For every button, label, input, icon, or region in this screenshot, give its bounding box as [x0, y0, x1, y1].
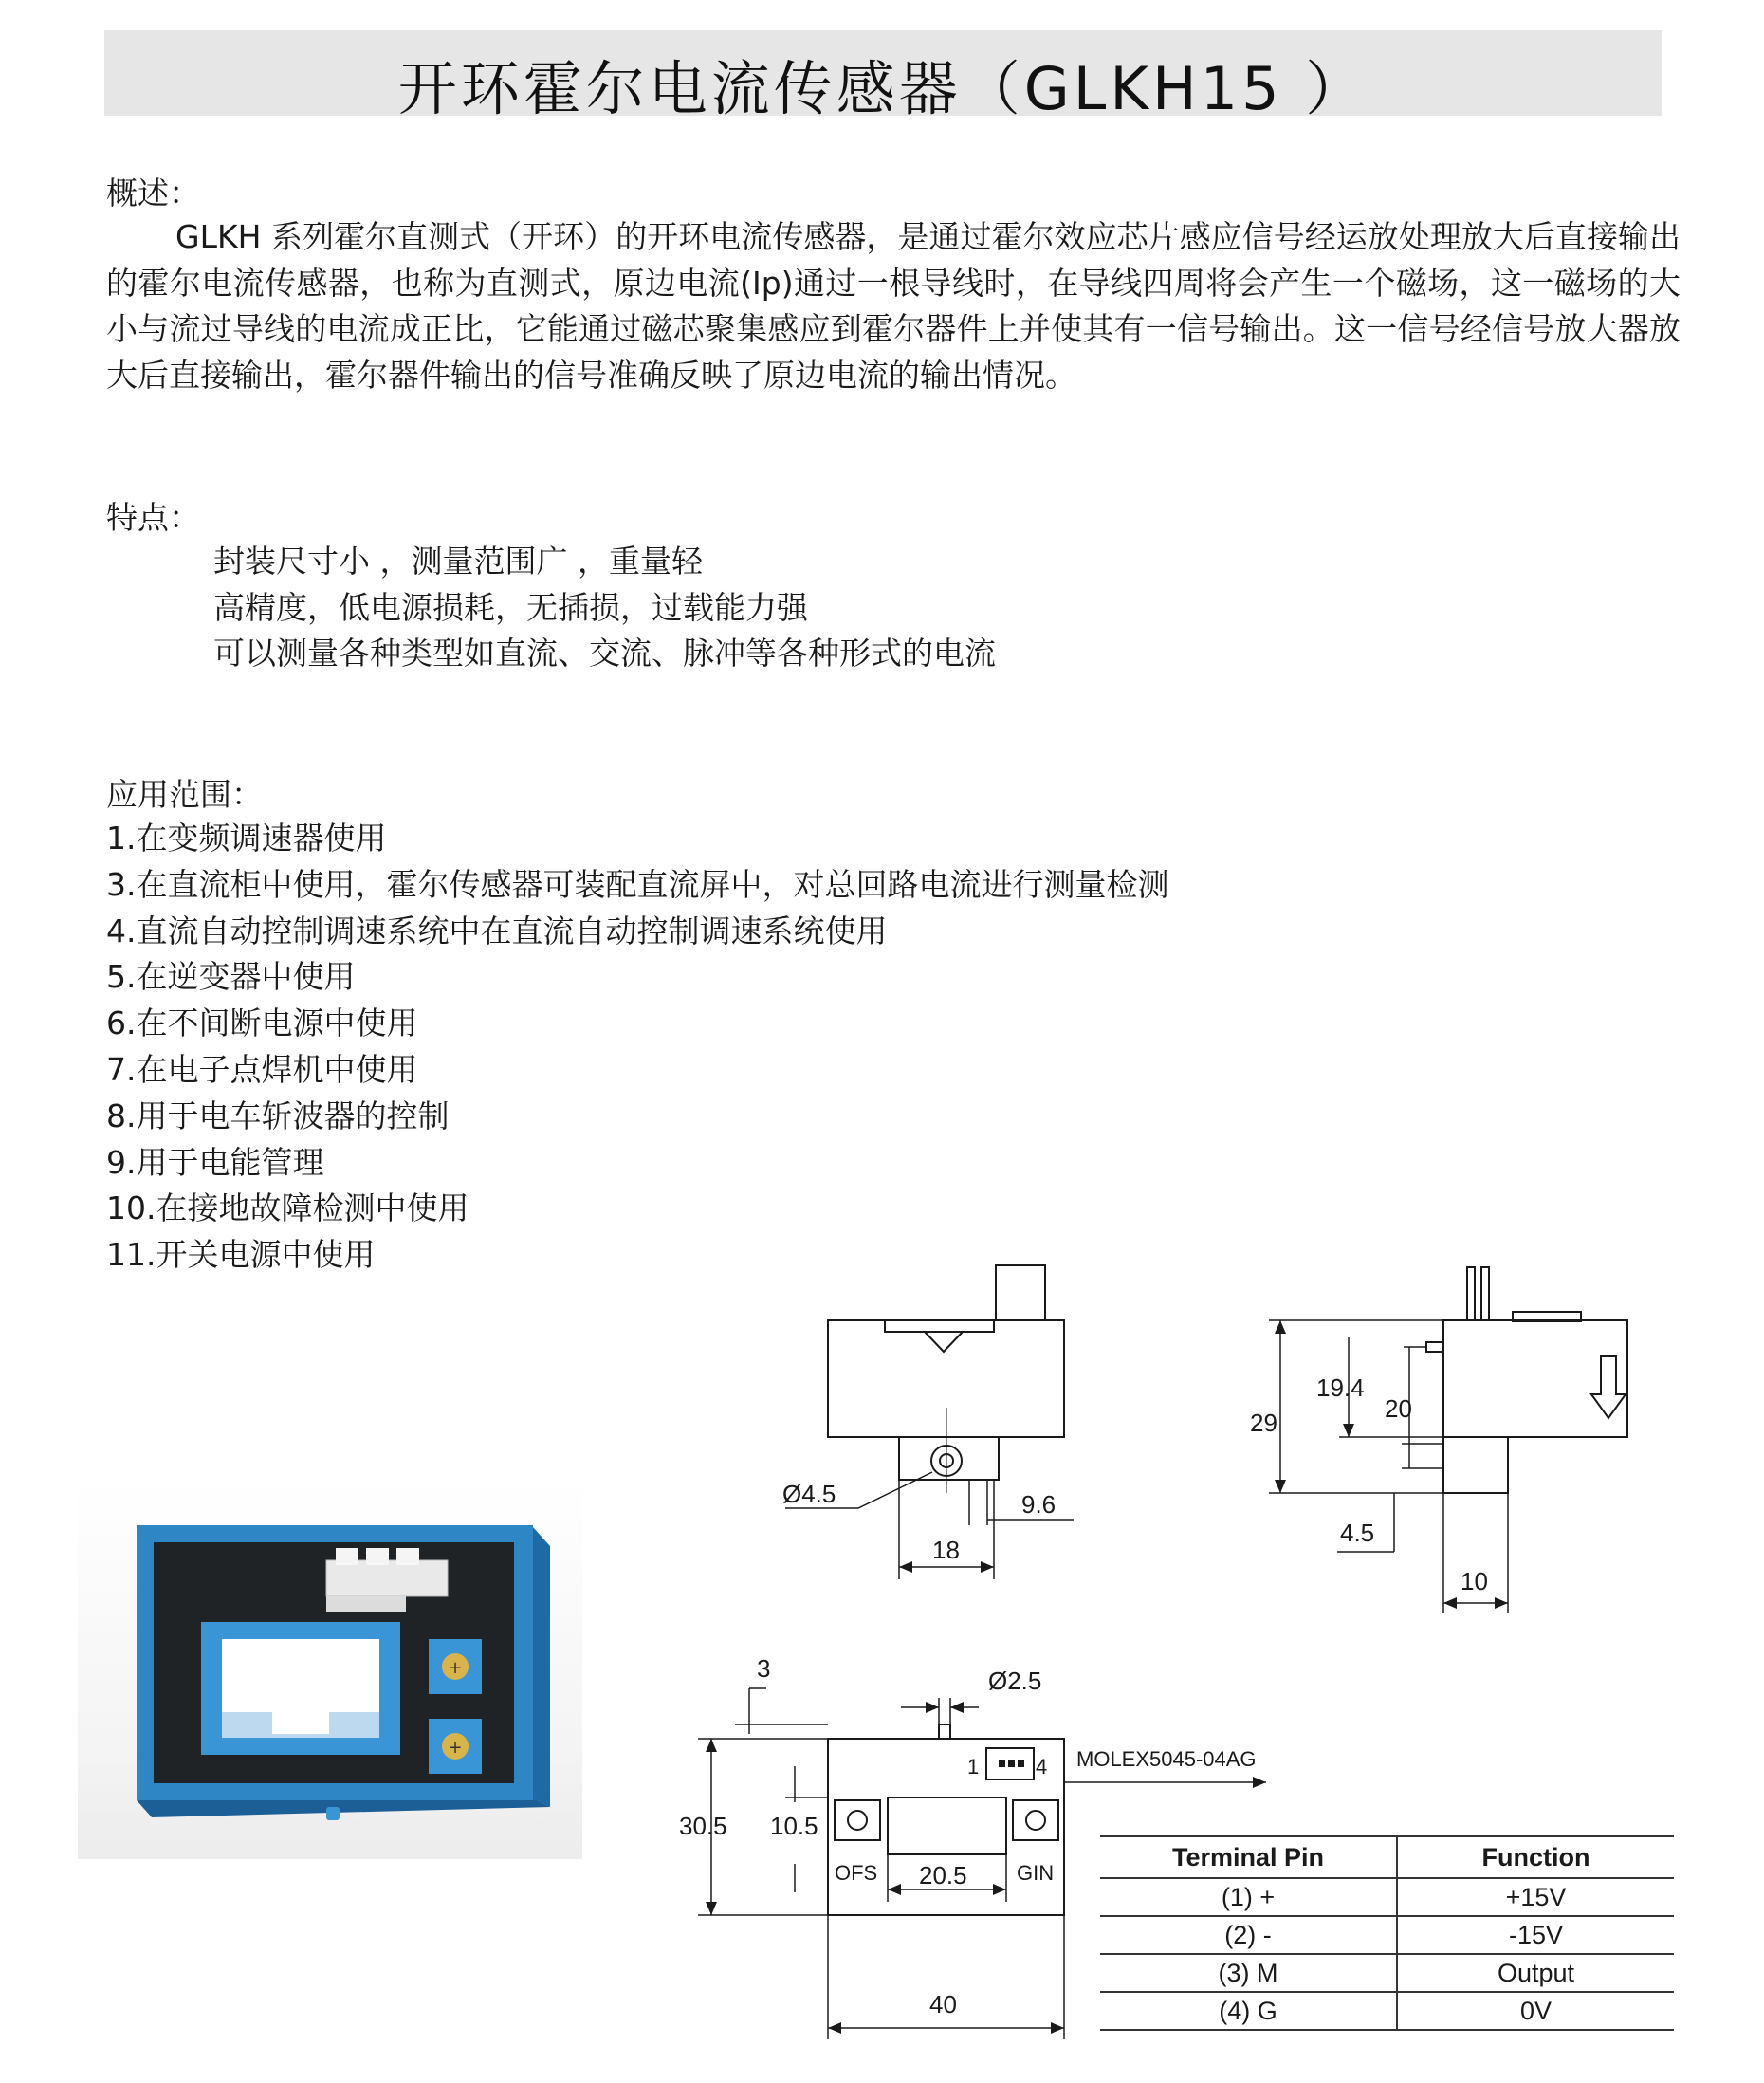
svg-text:+: +: [448, 1658, 463, 1678]
side-body-outline: [1443, 1320, 1627, 1437]
function-cell: +15V: [1397, 1878, 1674, 1916]
function-cell: -15V: [1397, 1916, 1674, 1954]
application-item: 9.用于电能管理: [106, 1143, 324, 1181]
table-row: [1100, 1878, 1674, 1916]
dim-width-3: 3: [757, 1654, 771, 1683]
connector-model: MOLEX5045-04AG: [1076, 1747, 1257, 1771]
table-header-row: [1100, 1836, 1674, 1878]
overview-text: GLKH 系列霍尔直测式（开环）的开环电流传感器，是通过霍尔效应芯片感应信号经运放处理放大后直接输出的霍尔电流传感器，也称为直测式，原边电流(Ip)通过一根导线时，在导线四周将会产生一个磁场，这一磁场的大小与流过导线的电流成正比，它能通过磁芯聚集感应到霍尔器件上并使其有一信号输出。这一信号经信号放大器放大后直接输出，霍尔器件输出的信号准确反映了原边电流的输出情况。: [106, 218, 1681, 394]
application-item: 6.在不间断电源中使用: [106, 1005, 418, 1042]
applications-label: 应用范围：: [106, 776, 263, 813]
dim-hole-diameter: Ø4.5: [782, 1480, 836, 1508]
front-tab-outline: [899, 1437, 999, 1480]
dim-height-29: 29: [1250, 1409, 1277, 1437]
dim-height-30-5: 30.5: [679, 1812, 727, 1840]
dim-height-4-5: 4.5: [1340, 1519, 1375, 1547]
dim-width-20-5: 20.5: [919, 1861, 967, 1889]
side-tab-outline: [1443, 1437, 1508, 1493]
svg-text:+: +: [448, 1738, 463, 1758]
page-title: 开环霍尔电流传感器（GLKH15 ）: [397, 54, 1369, 123]
dim-height-20: 20: [1385, 1394, 1412, 1423]
dim-tab-width: 9.6: [1021, 1490, 1057, 1519]
table-row: [1100, 1916, 1674, 1954]
application-item: 8.用于电车斩波器的控制: [106, 1097, 450, 1134]
dim-width-10: 10: [1461, 1567, 1488, 1595]
feature-item: 可以测量各种类型如直流、交流、脉冲等各种形式的电流: [213, 635, 996, 672]
overview-label: 概述：: [106, 175, 200, 212]
dim-width-40: 40: [929, 1990, 957, 2018]
dim-center-width: 18: [932, 1536, 960, 1564]
application-item: 11.开关电源中使用: [106, 1236, 376, 1274]
dim-pin-diameter: Ø2.5: [988, 1667, 1042, 1695]
application-item: 5.在逆变器中使用: [106, 958, 356, 996]
function-cell: Output: [1397, 1954, 1674, 1992]
label-ofs: OFS: [835, 1861, 878, 1885]
header-terminal-pin: Terminal Pin: [1100, 1836, 1397, 1878]
pin-cell: (3) M: [1100, 1954, 1397, 1992]
table-row: [1100, 1954, 1674, 1992]
dim-height-19-4: 19.4: [1316, 1373, 1365, 1402]
front-top-step: [885, 1320, 994, 1332]
application-item: 3.在直流柜中使用，霍尔传感器可装配直流屏中，对总回路电流进行测量检测: [106, 865, 1169, 903]
feature-item: 高精度，低电源损耗，无插损，过载能力强: [213, 588, 808, 626]
top-center-window: [888, 1797, 1006, 1854]
header-function: Function: [1397, 1836, 1674, 1878]
connector-pin-last: 4: [1036, 1755, 1048, 1779]
features-label: 特点：: [106, 499, 200, 536]
function-cell: 0V: [1397, 1992, 1674, 2030]
label-gin: GIN: [1017, 1861, 1055, 1885]
pin-cell: (1) +: [1100, 1878, 1397, 1916]
side-flow-arrow: [1591, 1356, 1626, 1418]
feature-item: 封装尺寸小 ，测量范围广 ，重量轻: [213, 543, 703, 580]
dim-height-10-5: 10.5: [770, 1812, 818, 1840]
table-row: [1100, 1992, 1674, 2030]
pin-cell: (4) G: [1100, 1992, 1397, 2030]
connector-pin-first: 1: [967, 1755, 980, 1779]
pin-cell: (2) -: [1100, 1916, 1397, 1954]
application-item: 10.在接地故障检测中使用: [106, 1189, 469, 1227]
front-connector-outline: [996, 1265, 1045, 1320]
application-item: 7.在电子点焊机中使用: [106, 1050, 418, 1088]
application-item: 4.直流自动控制调速系统中在直流自动控制调速系统使用: [106, 912, 888, 949]
front-v-notch: [925, 1332, 963, 1352]
application-item: 1.在变频调速器使用: [106, 820, 387, 857]
terminal-pin-table: [1100, 1835, 1674, 2031]
